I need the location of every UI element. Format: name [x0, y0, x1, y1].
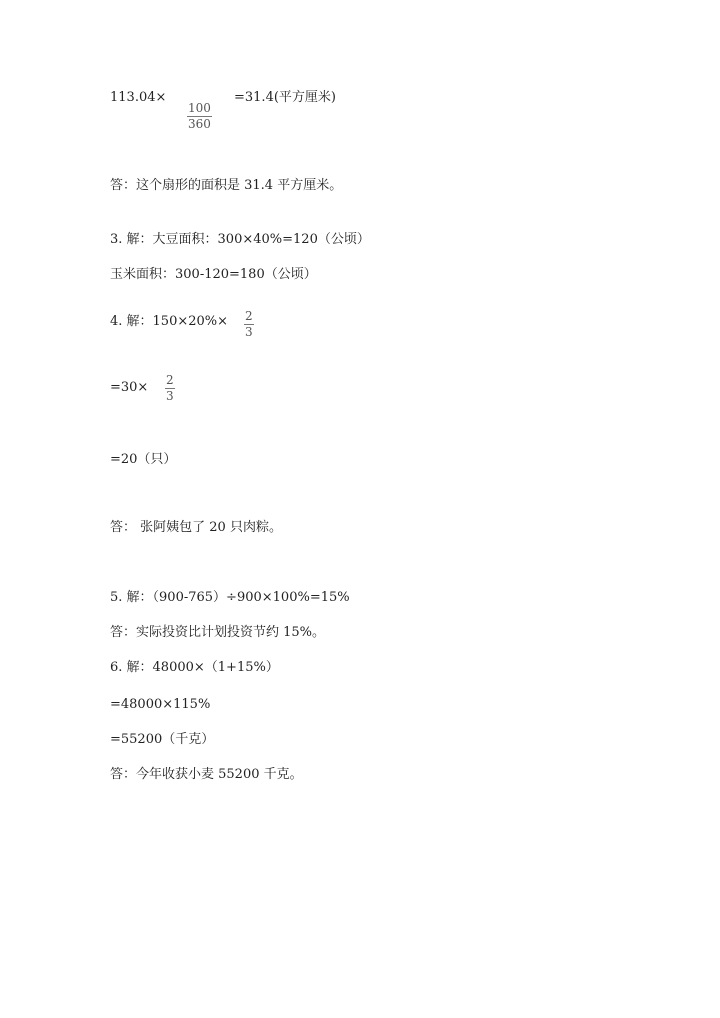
problem-3-corn: 玉米面积：300-120=180（公顷） [110, 267, 317, 282]
fraction-denominator: 360 [188, 117, 211, 131]
problem-6-step-3: =55200（千克） [110, 732, 215, 747]
fraction-numerator: 2 [166, 373, 174, 387]
problem-4-step-1: 4. 解：150×20%× [110, 314, 229, 329]
answer-investment: 答：实际投资比计划投资节约 15%。 [110, 625, 326, 640]
fraction-2-3-a [244, 310, 254, 339]
problem-6-step-1: 6. 解：48000×（1+15%） [110, 660, 279, 675]
fraction-denominator: 3 [245, 325, 253, 339]
answer-sector-area: 答：这个扇形的面积是 31.4 平方厘米。 [110, 178, 343, 193]
line-1-right: =31.4(平方厘米) [234, 90, 336, 105]
fraction-100-360 [187, 102, 212, 131]
problem-4-step-3: =20（只） [110, 452, 177, 467]
answer-zongzi: 答： 张阿姨包了 20 只肉粽。 [110, 520, 282, 535]
problem-6-step-2: =48000×115% [110, 697, 211, 712]
problem-4-step-2: =30× [110, 380, 149, 395]
problem-3-soybean: 3. 解：大豆面积：300×40%=120（公顷） [110, 232, 370, 247]
line-1-left: 113.04× [110, 90, 167, 105]
fraction-numerator: 2 [245, 309, 253, 323]
problem-5-solution: 5. 解：（900-765）÷900×100%=15% [110, 590, 350, 605]
fraction-2-3-b [165, 374, 175, 403]
fraction-denominator: 3 [166, 389, 174, 403]
fraction-numerator: 100 [188, 101, 211, 115]
answer-wheat: 答：今年收获小麦 55200 千克。 [110, 767, 303, 782]
